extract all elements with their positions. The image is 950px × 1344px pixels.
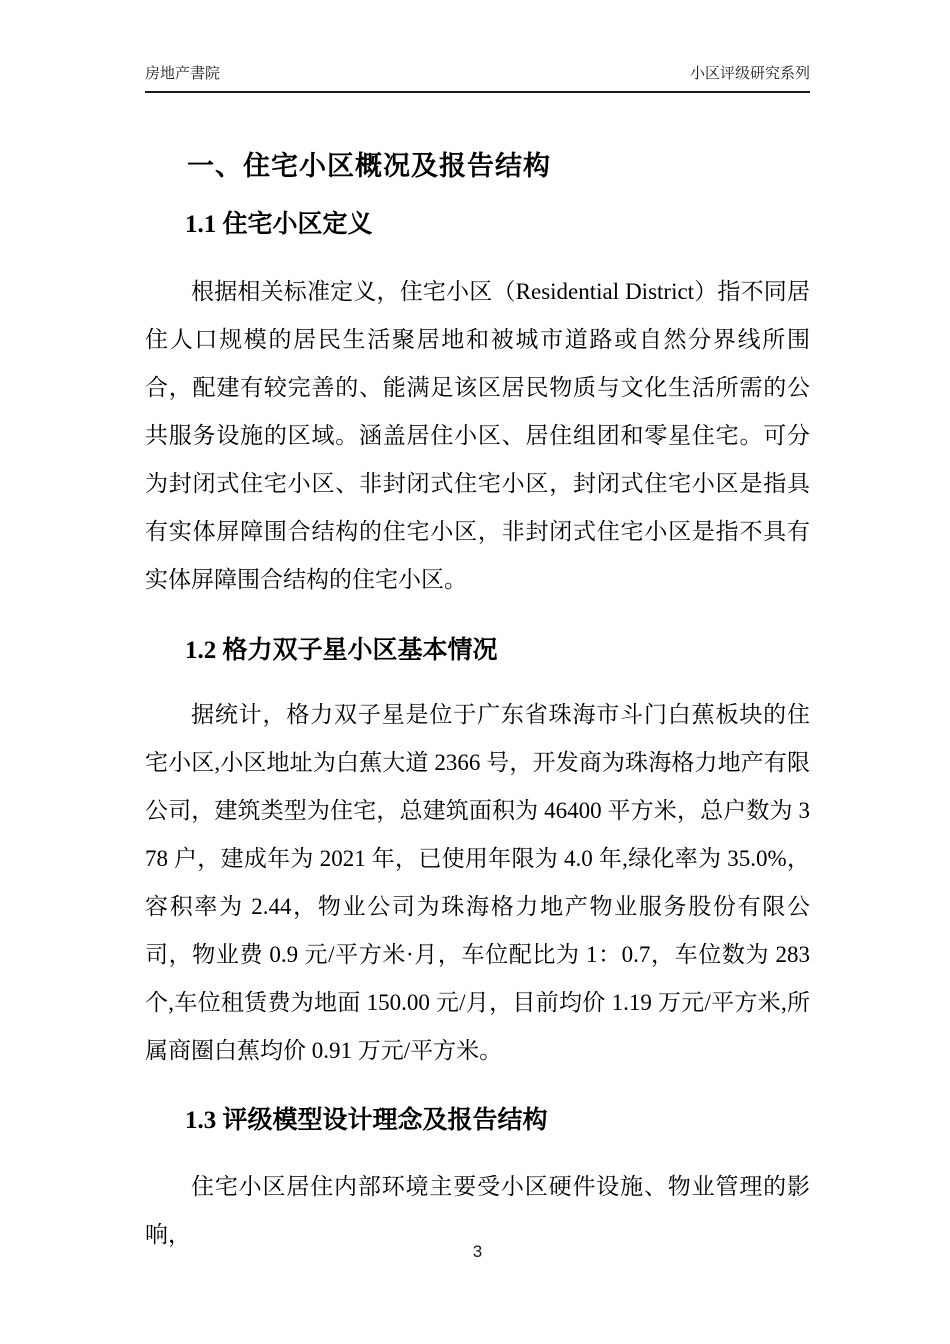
- page-number: 3: [472, 1242, 483, 1261]
- section-heading-1-1: 1.1 住宅小区定义: [185, 211, 373, 238]
- section-heading-1-2: 1.2 格力双子星小区基本情况: [185, 637, 498, 664]
- paragraph-model-design: 住宅小区居住内部环境主要受小区硬件设施、物业管理的影响，: [145, 1174, 810, 1247]
- paragraph-basic-info: 据统计，格力双子星是位于广东省珠海市斗门白蕉板块的住宅小区,小区地址为白蕉大道 2366 号，开发商为珠海格力地产有限公司，建筑类型为住宅，总建筑面积为 46400 平方米，总户数为 378 户，建成年为 2021 年，已使用年限为 4.0 年,绿化率为 35.0%，容积率为 2.44，物业公司为珠海格力地产物业服务股份有限公司，物业费 0.9 元/平方米·月，车位配比为 1：0.7，车位数为 283 个,车位租赁费为地面 150.00 元/月，目前均价 1.19 万元/平方米,所属商圈白蕉均价 0.91 万元/平方米。: [145, 702, 810, 1063]
- chapter-title: 一、住宅小区概况及报告结构: [187, 151, 551, 181]
- paragraph-definition: 根据相关标准定义，住宅小区（Residential District）指不同居住人口规模的居民生活聚居地和被城市道路或自然分界线所围合，配建有较完善的、能满足该区居民物质与文化生活所需的公共服务设施的区域。涵盖居住小区、居住组团和零星住宅。可分为封闭式住宅小区、非封闭式住宅小区，封闭式住宅小区是指具有实体屏障围合结构的住宅小区，非封闭式住宅小区是指不具有实体屏障围合结构的住宅小区。: [145, 279, 810, 592]
- header-right-text: 小区评级研究系列: [689, 65, 810, 82]
- page-header: [145, 62, 810, 93]
- header-left-text: 房地产書院: [145, 65, 221, 82]
- section-heading-1-3: 1.3 评级模型设计理念及报告结构: [185, 1107, 548, 1134]
- document-page: [145, 0, 810, 1259]
